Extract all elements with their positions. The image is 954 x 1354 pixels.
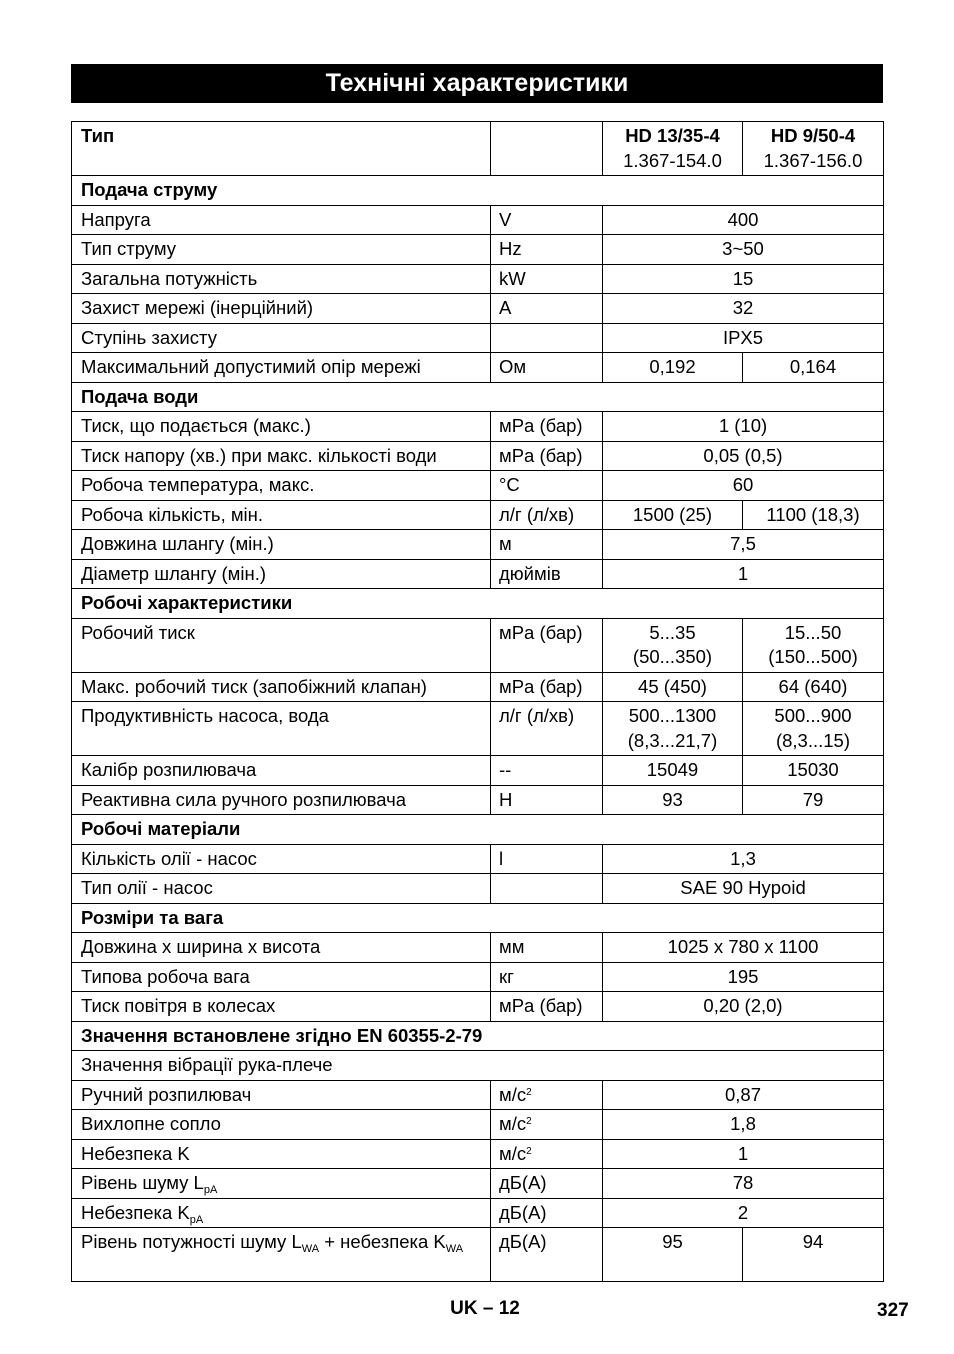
value-line-1: 500...900 — [774, 705, 852, 726]
row-value-model-2: 64 (640) — [743, 672, 884, 702]
table-row — [72, 500, 884, 530]
row-value-model-1 — [603, 702, 743, 756]
row-value: 195 — [603, 962, 884, 992]
row-label: Небезпека K — [72, 1139, 491, 1169]
page-number: 327 — [877, 1300, 909, 1321]
type-unit-cell — [491, 122, 603, 176]
table-row — [72, 559, 884, 589]
unit-superscript: 2 — [526, 1116, 532, 1127]
row-value: 78 — [603, 1169, 884, 1199]
row-unit: kW — [491, 264, 603, 294]
section-row — [72, 176, 884, 206]
row-unit: A — [491, 294, 603, 324]
row-value-model-1: 45 (450) — [603, 672, 743, 702]
row-unit: Hz — [491, 235, 603, 265]
row-value-model-1: 93 — [603, 785, 743, 815]
section-title: Робочі характеристики — [72, 589, 884, 619]
row-label: Ступінь захисту — [72, 323, 491, 353]
model-2-code: 1.367-156.0 — [763, 149, 863, 171]
row-value-model-1: 1500 (25) — [603, 500, 743, 530]
row-value-model-1: 95 — [603, 1228, 743, 1282]
row-value: 32 — [603, 294, 884, 324]
page-title: Технічні характеристики — [71, 64, 883, 103]
row-label: Вихлопне сопло — [72, 1110, 491, 1140]
row-unit — [491, 1080, 603, 1110]
row-label: Напруга — [72, 205, 491, 235]
row-label: Ручний розпилювач — [72, 1080, 491, 1110]
table-row — [72, 530, 884, 560]
row-unit: Ом — [491, 353, 603, 383]
row-value: 1 (10) — [603, 412, 884, 442]
row-label: Робоча температура, макс. — [72, 471, 491, 501]
row-label: Робоча кількість, мін. — [72, 500, 491, 530]
table-row — [72, 1051, 884, 1081]
label-subscript: pA — [203, 1184, 218, 1196]
model-1-code: 1.367-154.0 — [623, 149, 722, 171]
table-row — [72, 702, 884, 756]
row-value-model-1: 0,192 — [603, 353, 743, 383]
table-row — [72, 618, 884, 672]
row-label: Захист мережі (інерційний) — [72, 294, 491, 324]
row-unit: мPa (бар) — [491, 618, 603, 672]
row-value: SAE 90 Hypoid — [603, 874, 884, 904]
row-unit: мPa (бар) — [491, 412, 603, 442]
row-label: Тиск напору (хв.) при макс. кількості води — [72, 441, 491, 471]
row-label: Кількість олії - насос — [72, 844, 491, 874]
table-row — [72, 323, 884, 353]
row-value: 1,3 — [603, 844, 884, 874]
row-value: IPX5 — [603, 323, 884, 353]
row-unit: м — [491, 530, 603, 560]
label-text: Небезпека K — [81, 1201, 190, 1223]
unit-text: м/с — [499, 1113, 527, 1134]
value-line-1: 5...35 — [649, 621, 696, 643]
row-unit — [491, 874, 603, 904]
label-subscript: pA — [189, 1213, 204, 1226]
row-label: Тиск повітря в колесах — [72, 992, 491, 1022]
page-label: UK – 12 — [450, 1298, 520, 1319]
row-value: 7,5 — [603, 530, 884, 560]
row-unit: кг — [491, 962, 603, 992]
row-unit: л/г (л/хв) — [491, 702, 603, 756]
row-unit: Н — [491, 785, 603, 815]
row-value-model-1 — [603, 618, 743, 672]
table-row — [72, 412, 884, 442]
value-line-1: 500...1300 — [628, 705, 717, 726]
row-label — [72, 1169, 491, 1199]
value-line-2: (50...350) — [632, 646, 713, 667]
unit-superscript: 2 — [526, 1086, 532, 1098]
row-label: Продуктивність насоса, вода — [72, 702, 491, 756]
row-label: Робочий тиск — [72, 618, 491, 672]
section-title: Робочі матеріали — [72, 815, 884, 845]
label-text: Рівень шуму L — [81, 1172, 204, 1193]
table-row — [72, 785, 884, 815]
table-row — [72, 471, 884, 501]
model-1-header — [603, 122, 743, 176]
section-title: Розміри та вага — [72, 903, 884, 933]
row-value-model-2 — [743, 618, 884, 672]
row-value: 1025 x 780 x 1100 — [603, 933, 884, 963]
table-row — [72, 992, 884, 1022]
row-unit — [491, 1110, 603, 1140]
table-row — [72, 874, 884, 904]
unit-text: м/с — [499, 1083, 527, 1105]
row-value: 15 — [603, 264, 884, 294]
table-row — [72, 205, 884, 235]
row-unit: V — [491, 205, 603, 235]
section-row — [72, 815, 884, 845]
section-row — [72, 382, 884, 412]
value-line-1: 15...50 — [784, 621, 842, 643]
table-row — [72, 1139, 884, 1169]
label-text: Рівень потужності шуму L — [81, 1231, 302, 1252]
row-label: Тип олії - насос — [72, 874, 491, 904]
row-value-model-2: 94 — [743, 1228, 884, 1282]
model-2-header — [743, 122, 884, 176]
row-value: 2 — [603, 1198, 884, 1228]
row-value: 3~50 — [603, 235, 884, 265]
row-unit — [491, 323, 603, 353]
table-row — [72, 1080, 884, 1110]
row-label — [72, 1198, 491, 1228]
row-unit: л/г (л/хв) — [491, 500, 603, 530]
row-value-model-2: 15030 — [743, 756, 884, 786]
row-label: Тип струму — [72, 235, 491, 265]
row-label: Діаметр шлангу (мін.) — [72, 559, 491, 589]
table-row — [72, 264, 884, 294]
row-value: 0,05 (0,5) — [603, 441, 884, 471]
row-value-model-2: 0,164 — [743, 353, 884, 383]
row-value: 1,8 — [603, 1110, 884, 1140]
row-unit: мPa (бар) — [491, 992, 603, 1022]
row-unit: дБ(A) — [491, 1198, 603, 1228]
row-label: Значення вібрації рука-плече — [72, 1051, 884, 1081]
row-unit: дБ(A) — [491, 1228, 603, 1282]
row-value-model-2 — [743, 702, 884, 756]
section-title: Подача води — [72, 382, 884, 412]
row-label: Довжина шлангу (мін.) — [72, 530, 491, 560]
table-row — [72, 235, 884, 265]
type-label: Тип — [72, 122, 491, 176]
label-text-mid: + небезпека K — [319, 1231, 446, 1252]
table-row — [72, 1110, 884, 1140]
table-row — [72, 441, 884, 471]
row-unit: мм — [491, 933, 603, 963]
table-row — [72, 756, 884, 786]
row-label: Типова робоча вага — [72, 962, 491, 992]
row-unit — [491, 1139, 603, 1169]
row-unit: дюймів — [491, 559, 603, 589]
row-unit: дБ(A) — [491, 1169, 603, 1199]
label-subscript-2: WA — [445, 1243, 464, 1255]
row-unit: l — [491, 844, 603, 874]
row-label: Максимальний допустимий опір мережі — [72, 353, 491, 383]
value-line-2: (8,3...15) — [775, 729, 851, 751]
section-row — [72, 589, 884, 619]
row-label: Калібр розпилювача — [72, 756, 491, 786]
model-2-name: HD 9/50-4 — [770, 125, 856, 146]
row-value: 1 — [603, 559, 884, 589]
section-row — [72, 903, 884, 933]
row-label: Макс. робочий тиск (запобіжний клапан) — [72, 672, 491, 702]
row-value-model-2: 1100 (18,3) — [743, 500, 884, 530]
table-row — [72, 294, 884, 324]
table-row — [72, 1198, 884, 1228]
row-unit: °C — [491, 471, 603, 501]
row-value-model-2: 79 — [743, 785, 884, 815]
row-unit: -- — [491, 756, 603, 786]
label-subscript: WA — [301, 1243, 320, 1255]
row-label: Тиск, що подається (макс.) — [72, 412, 491, 442]
unit-text: м/с — [499, 1142, 527, 1164]
row-value: 0,20 (2,0) — [603, 992, 884, 1022]
table-row — [72, 962, 884, 992]
table-row — [72, 672, 884, 702]
table-row — [72, 353, 884, 383]
section-title: Подача струму — [72, 176, 884, 206]
unit-superscript: 2 — [526, 1145, 532, 1157]
row-label: Загальна потужність — [72, 264, 491, 294]
section-title: Значення встановлене згідно EN 60355-2-79 — [72, 1021, 884, 1051]
row-value: 1 — [603, 1139, 884, 1169]
section-row — [72, 1021, 884, 1051]
table-header-row — [72, 122, 884, 176]
table-row — [72, 1169, 884, 1199]
table-row — [72, 1228, 884, 1282]
spec-table — [71, 121, 884, 1282]
row-value: 0,87 — [603, 1080, 884, 1110]
row-unit: мPa (бар) — [491, 672, 603, 702]
row-label: Довжина x ширина x висота — [72, 933, 491, 963]
row-label — [72, 1228, 491, 1282]
value-line-2: (150...500) — [768, 646, 858, 667]
table-row — [72, 933, 884, 963]
model-1-name: HD 13/35-4 — [625, 125, 720, 146]
row-unit: мPa (бар) — [491, 441, 603, 471]
value-line-2: (8,3...21,7) — [627, 729, 718, 751]
row-value: 60 — [603, 471, 884, 501]
row-value-model-1: 15049 — [603, 756, 743, 786]
table-row — [72, 844, 884, 874]
row-value: 400 — [603, 205, 884, 235]
row-label: Реактивна сила ручного розпилювача — [72, 785, 491, 815]
